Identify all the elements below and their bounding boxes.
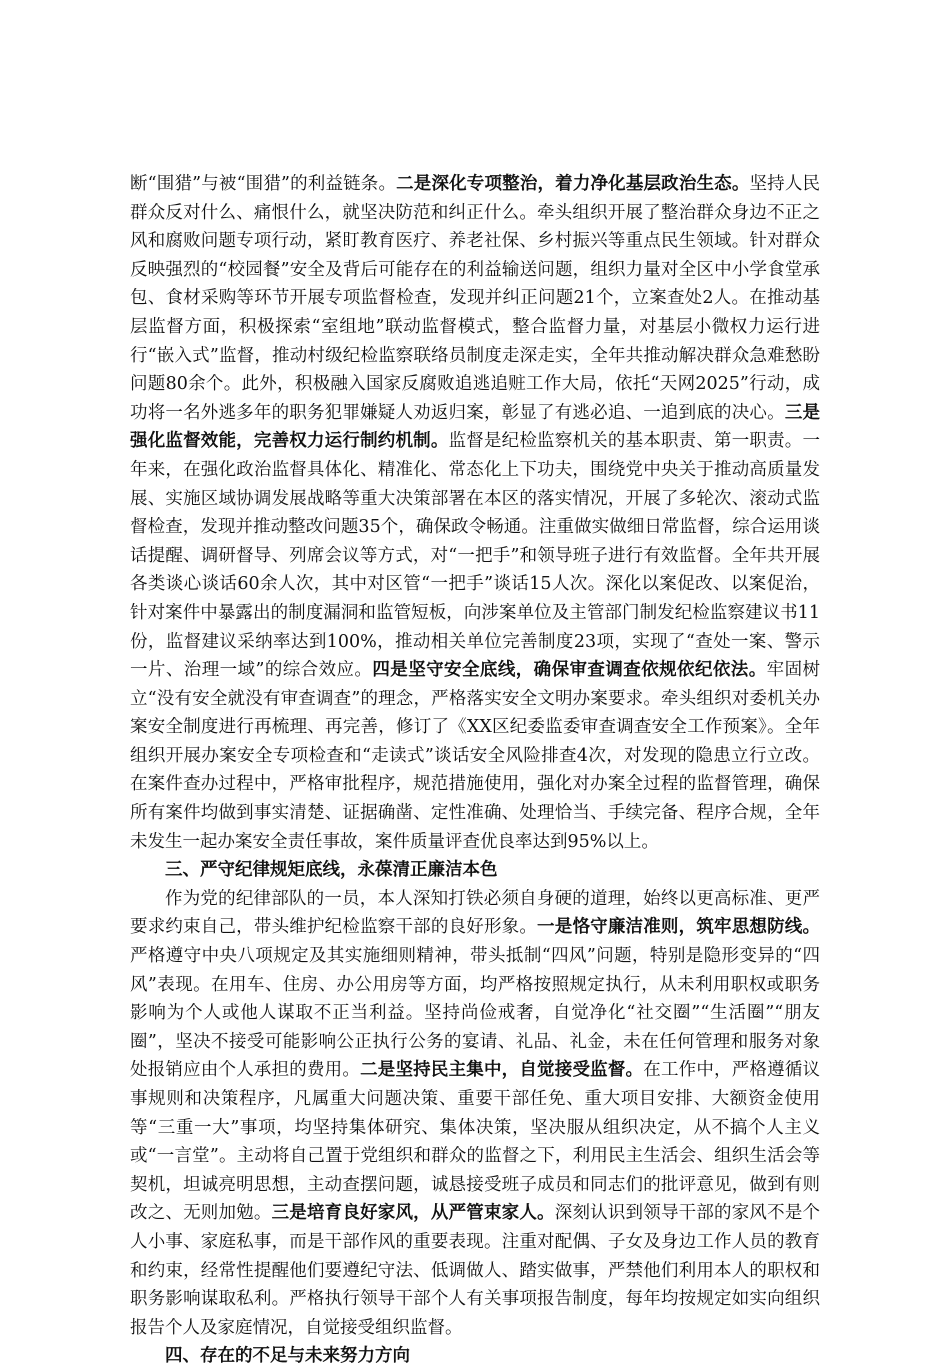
paragraph-discipline	[130, 885, 820, 1343]
paragraph-text: 监督是纪检监察机关的基本职责、第一职责。一年来，在强化政治监督具体化、精准化、常态化上下功夫，围绕党中央关于推动高质量发展、实施区域协调发展战略等重大决策部署在本区的落实情况，开展了多轮次、滚动式监督检查，发现并推动整改问题35个，确保政令畅通。注重做实做细日常监督，综合运用谈话提醒、调研督导、列席会议等方式，对“一把手”和领导班子进行有效监督。全年共开展各类谈心谈话60余人次，其中对区管“一把手”谈话15人次。深化以案促改、以案促治，针对案件中暴露出的制度漏洞和监管短板，向涉案单位及主管部门制发纪检监察建议书11份，监督建议采纳率达到100%，推动相关单位完善制度23项，实现了“查处一案、警示一片、治理一域”的综合效应。	[130, 431, 821, 681]
paragraph-text: 牢固树立“没有安全就没有审查调查”的理念，严格落实安全文明办案要求。牵头组织对委机关办案安全制度进行再梳理、再完善，修订了《XX区纪委监委审查调查安全工作预案》。全年组织开展办案安全专项检查和“走读式”谈话安全风险排查4次，对发现的隐患立行立改。在案件查办过程中，严格审批程序，规范措施使用，强化对办案全过程的监督管理，确保所有案件均做到事实清楚、证据确凿、定性准确、处理恰当、手续完备、程序合规，全年未发生一起办案安全责任事故，案件质量评查优良率达到95%以上。	[130, 660, 821, 852]
point-two-title: 二是深化专项整治，着力净化基层政治生态。	[396, 174, 750, 194]
point-three-title: 三是培育良好家风，从严管束家人。	[271, 1203, 555, 1224]
point-four-title: 四是坚守安全底线，确保审查调查依规依纪依法。	[372, 660, 767, 681]
point-two-title: 二是坚持民主集中，自觉接受监督。	[360, 1060, 644, 1081]
paragraph-text: 断“围猎”与被“围猎”的利益链条。	[130, 174, 397, 194]
paragraph-text: 坚持人民群众反对什么、痛恨什么，就坚决防范和纠正什么。牵头组织开展了整治群众身边不正之风和腐败问题专项行动，紧盯教育医疗、养老社保、乡村振兴等重点民生领域。针对群众反映强烈的“校园餐”安全及背后可能存在的利益输送问题，组织力量对全区中小学食堂承包、食材采购等环节开展专项监督检查，发现并纠正问题21个，立案查处2人。在推动基层监督方面，积极探索“室组地”联动监督模式，整合监督力量，对基层小微权力运行进行“嵌入式”监督，推动村级纪检监察联络员制度走深走实，全年共推动解决群众急难愁盼问题80余个。此外，积极融入国家反腐败追逃追赃工作大局，依托“天网2025”行动，成功将一名外逃多年的职务犯罪嫌疑人劝返归案，彰显了有逃必追、一追到底的决心。	[130, 174, 821, 423]
section-heading-3: 三、严守纪律规矩底线，永葆清正廉洁本色	[165, 860, 498, 881]
paragraph-text: 严格遵守中央八项规定及其实施细则精神，带头抵制“四风”问题，特别是隐形变异的“四风”表现。在用车、住房、办公用房等方面，均严格按照规定执行，从未利用职权或职务影响为个人或他人谋取不正当利益。坚持尚俭戒奢，自觉净化“社交圈”“生活圈”“朋友圈”，坚决不接受可能影响公正执行公务的宴请、礼品、礼金，未在任何管理和服务对象处报销应由个人承担的费用。	[130, 946, 820, 1081]
paragraph-text: 作为党的纪律部队的一员，本人深知打铁必须自身硬的道理，始终以更高标准、更严要求约束自己，带头维护纪检监察干部的良好形象。	[130, 888, 820, 938]
document-page	[130, 170, 820, 1371]
section-heading-4: 四、存在的不足与未来努力方向	[165, 1346, 410, 1367]
paragraph-text: 在工作中，严格遵循议事规则和决策程序，凡属重大问题决策、重要干部任免、重大项目安排、大额资金使用等“三重一大”事项，均坚持集体研究、集体决策，坚决服从组织决定，从不搞个人主义或“一言堂”。主动将自己置于党组织和群众的监督之下，利用民主生活会、组织生活会等契机，坦诚亮明思想，主动查摆问题，诚恳接受班子成员和同志们的批评意见，做到有则改之、无则加勉。	[130, 1060, 821, 1224]
point-one-title: 一是恪守廉洁准则，筑牢思想防线。	[537, 917, 821, 938]
paragraph-supervision-work	[130, 170, 820, 856]
paragraph-text: 深刻认识到领导干部的家风不是个人小事、家庭私事，而是干部作风的重要表现。注重对配偶、子女及身边工作人员的教育和约束，经常性提醒他们要遵纪守法、低调做人、踏实做事，严禁他们利用本人的职权和职务影响谋取私利。严格执行领导干部个人有关事项报告制度，每年均按规定如实向组织报告个人及家庭情况，自觉接受组织监督。	[130, 1203, 821, 1338]
point-three-title: 三是强化监督效能，完善权力运行制约机制。	[130, 402, 821, 452]
